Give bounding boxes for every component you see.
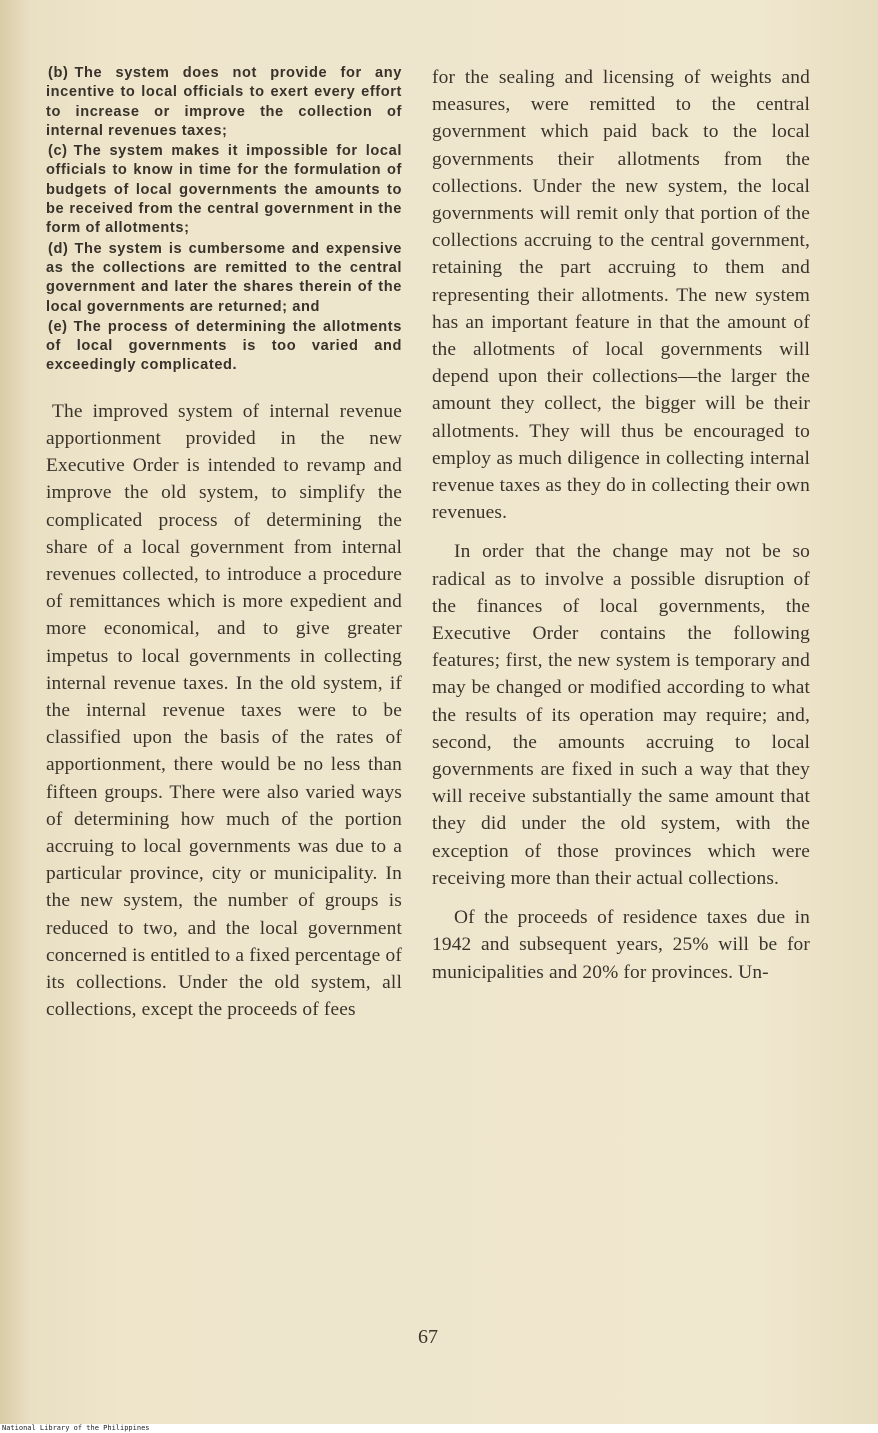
right-column: [432, 64, 810, 986]
footer-credit: National Library of the Philippines: [2, 1424, 150, 1432]
list-item-label: (e): [48, 318, 68, 335]
body-paragraph-apportionment: The improved system of internal revenue apportionment provided in the new Executive Order is intended to revamp and improve the old system, to simplify the complicated process of determining the share of a local government from internal revenues collected, to introduce a procedure of remittances which is more expedient and more economical, and to give greater impetus to local governments in collecting internal revenue taxes. In the old system, if the internal revenue taxes were to be classified upon the basis of the rates of apportionment, there would be no less than fifteen groups. There were also varied ways of determining how much of the portion accruing to local governments was due to a particular province, city or municipality. In the new system, the number of groups is reduced to two, and the local government concerned is entitled to a fixed percentage of its collections. Under the old system, all collections, except the proceeds of fees: [46, 400, 402, 1021]
list-item-text: The process of determining the allotments of local governments is too varied and exceedingly complicated.: [46, 318, 402, 374]
list-item-label: (d): [48, 240, 69, 257]
list-item-label: (b): [48, 65, 69, 81]
list-item-b: [46, 64, 402, 141]
list-item-label: (c): [48, 143, 68, 160]
list-item-d: [46, 240, 402, 317]
left-column: [46, 64, 402, 1023]
list-item-c: [46, 142, 402, 238]
body-paragraph-features: In order that the change may not be so radical as to involve a possible disruption of the finances of local governments, the Executive Order contains the following features; first, the new system is temporary and may be changed or modified according to what the results of its operation may require; and, second, the amounts accruing to local governments are fixed in such a way that they will receive substantially the same amount that they did under the old system, with the exception of those provinces which were receiving more than their actual collections.: [432, 541, 810, 889]
page-number: 67: [418, 1326, 438, 1348]
list-item-text: The system is cumbersome and expensive as the collections are remitted to the central government and later the shares therein of the local governments are returned; and: [46, 240, 402, 315]
body-paragraph-remittance: for the sealing and licensing of weights and measures, were remitted to the central government which paid back to the local governments their allotments from the collections. Under the new system, the local governments will remit only that portion of the collections accruing to the central government, retaining the part accruing to them and representing their allotments. The new system has an important feature in that the amount of the allotments of local governments will depend upon their collections—the larger the amount they collect, the bigger will be their allotments. They will thus be encouraged to employ as much diligence in collecting internal revenue taxes as they do in collecting their own revenues.: [432, 67, 810, 524]
list-item-e: [46, 318, 402, 376]
list-item-text: The system makes it impossible for local officials to know in time for the formulation of budgets of local governments the amounts to be received from the central government in the form of allotments;: [46, 143, 402, 237]
list-item-text: The system does not provide for any incentive to local officials to exert every effort to increase or improve the collection of internal revenues taxes;: [46, 65, 402, 139]
body-paragraph-residence-taxes: Of the proceeds of residence taxes due in 1942 and subsequent years, 25% will be for municipalities and 20% for provinces. Un-: [432, 907, 810, 983]
